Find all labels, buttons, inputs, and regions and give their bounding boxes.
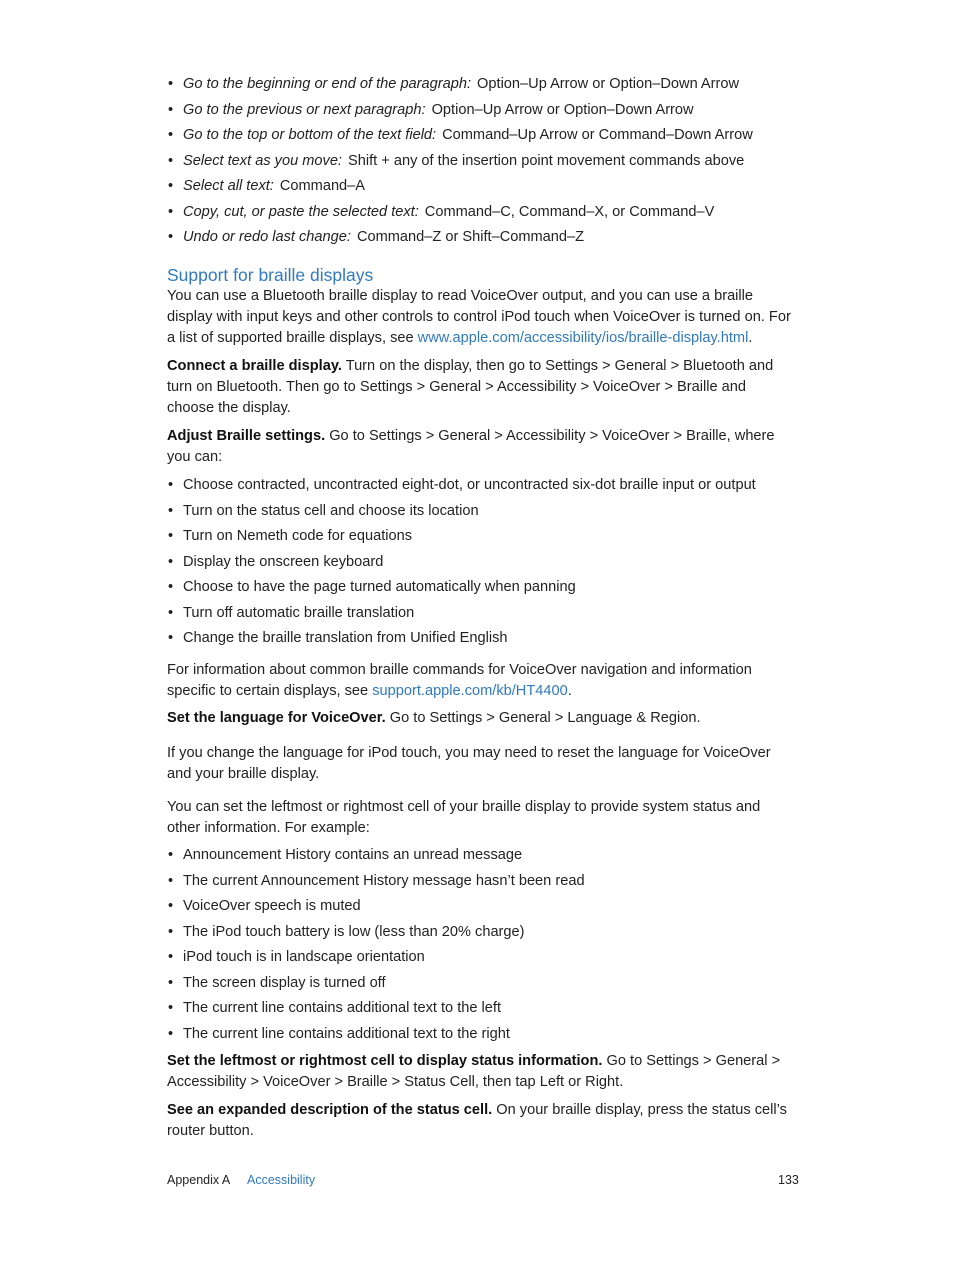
- list-item: • Copy, cut, or paste the selected text: Command–C, Command–X, or Command–V: [168, 203, 715, 220]
- list-item: • The current Announcement History message hasn’t been read: [168, 872, 585, 889]
- status-items-list: [167, 846, 585, 1050]
- list-item: • The screen display is turned off: [168, 974, 386, 991]
- list-item: • Choose to have the page turned automatically when panning: [168, 579, 576, 595]
- list-item: • Select text as you move: Shift + any of the insertion point movement commands above: [168, 152, 745, 169]
- bullet-icon: •: [168, 101, 174, 118]
- language-paragraph: Set the language for VoiceOver. Go to Settings > General > Language & Region.: [167, 710, 701, 726]
- bullet-icon: •: [168, 152, 174, 169]
- bullet-icon: •: [168, 847, 174, 863]
- bullet-icon: •: [168, 553, 174, 570]
- bullet-icon: •: [168, 630, 174, 646]
- list-item: • The current line contains additional text to the left: [168, 1000, 502, 1016]
- bullet-icon: •: [168, 502, 174, 519]
- list-item: • iPod touch is in landscape orientation: [168, 949, 425, 965]
- bullet-icon: •: [168, 974, 174, 991]
- support-link[interactable]: support.apple.com/kb/HT4400: [372, 683, 568, 699]
- expanded-description-paragraph: See an expanded description of the status cell. On your braille display, press the status cell’s router button.: [167, 1102, 787, 1139]
- status-intro-paragraph: You can set the leftmost or rightmost cell of your braille display to provide system status and other information. For example:: [167, 799, 761, 836]
- bullet-icon: •: [168, 898, 174, 914]
- list-item: • Change the braille translation from Unified English: [168, 630, 508, 646]
- bullet-icon: •: [168, 923, 174, 940]
- list-item: • VoiceOver speech is muted: [168, 898, 361, 914]
- bullet-icon: •: [168, 872, 174, 889]
- editing-shortcuts-list: [167, 75, 753, 254]
- bullet-icon: •: [168, 477, 174, 493]
- bullet-icon: •: [168, 528, 174, 544]
- section-heading: Support for braille displays: [167, 265, 374, 285]
- page-number: 133: [778, 1173, 799, 1187]
- list-item: • Go to the previous or next paragraph: Option–Up Arrow or Option–Down Arrow: [168, 101, 694, 118]
- bullet-icon: •: [168, 178, 174, 194]
- list-item: • Choose contracted, uncontracted eight-dot, or uncontracted six-dot braille input or output: [168, 477, 756, 493]
- list-item: • Display the onscreen keyboard: [168, 553, 384, 570]
- bullet-icon: •: [168, 949, 174, 965]
- bullet-icon: •: [168, 1025, 174, 1042]
- list-item: • Go to the top or bottom of the text field: Command–Up Arrow or Command–Down Arrow: [168, 127, 753, 143]
- bullet-icon: •: [168, 1000, 174, 1016]
- adjust-paragraph: Adjust Braille settings. Go to Settings > General > Accessibility > VoiceOver > Braille, where you can:: [167, 428, 775, 465]
- bullet-icon: •: [168, 203, 174, 220]
- list-item: • Turn off automatic braille translation: [168, 604, 415, 621]
- reset-paragraph: If you change the language for iPod touch, you may need to reset the language for VoiceOver and your braille display.: [167, 745, 771, 782]
- bullet-icon: •: [168, 229, 174, 245]
- list-item: • The iPod touch battery is low (less than 20% charge): [168, 923, 525, 940]
- list-item: • Go to the beginning or end of the paragraph: Option–Up Arrow or Option–Down Arrow: [168, 76, 740, 92]
- footer-chapter-link[interactable]: Accessibility: [247, 1173, 316, 1187]
- footer-appendix: Appendix A: [167, 1173, 231, 1187]
- list-item: • Turn on the status cell and choose its location: [168, 502, 479, 519]
- list-item: • Turn on Nemeth code for equations: [168, 528, 413, 544]
- bullet-icon: •: [168, 579, 174, 595]
- list-item: • Select all text: Command–A: [168, 178, 366, 194]
- bullet-icon: •: [168, 76, 174, 92]
- info-paragraph: For information about common braille commands for VoiceOver navigation and information specific to certain displays, see support.apple.com/kb/HT4400.: [167, 662, 752, 699]
- list-item: • Announcement History contains an unread message: [168, 847, 523, 863]
- braille-display-link[interactable]: www.apple.com/accessibility/ios/braille-display.html: [417, 330, 749, 346]
- bullet-icon: •: [168, 127, 174, 143]
- connect-paragraph: Connect a braille display. Turn on the display, then go to Settings > General > Bluetooth and turn on Bluetooth. Then go to Settings > General > Accessibility > VoiceOver > Braille and choose the display.: [167, 358, 774, 416]
- list-item: • The current line contains additional text to the right: [168, 1025, 510, 1042]
- bullet-icon: •: [168, 604, 174, 621]
- intro-paragraph: You can use a Bluetooth braille display to read VoiceOver output, and you can use a braille display with input keys and other controls to control iPod touch when VoiceOver is turned on. For a list of supported braille displays, see www.apple.com/accessibility/ios/braille-display.html.: [167, 288, 791, 346]
- braille-settings-list: [167, 476, 756, 655]
- list-item: • Undo or redo last change: Command–Z or Shift–Command–Z: [168, 229, 585, 245]
- status-cell-paragraph: Set the leftmost or rightmost cell to display status information. Go to Settings > General > Accessibility > VoiceOver > Braille > Status Cell, then tap Left or Right.: [167, 1053, 781, 1090]
